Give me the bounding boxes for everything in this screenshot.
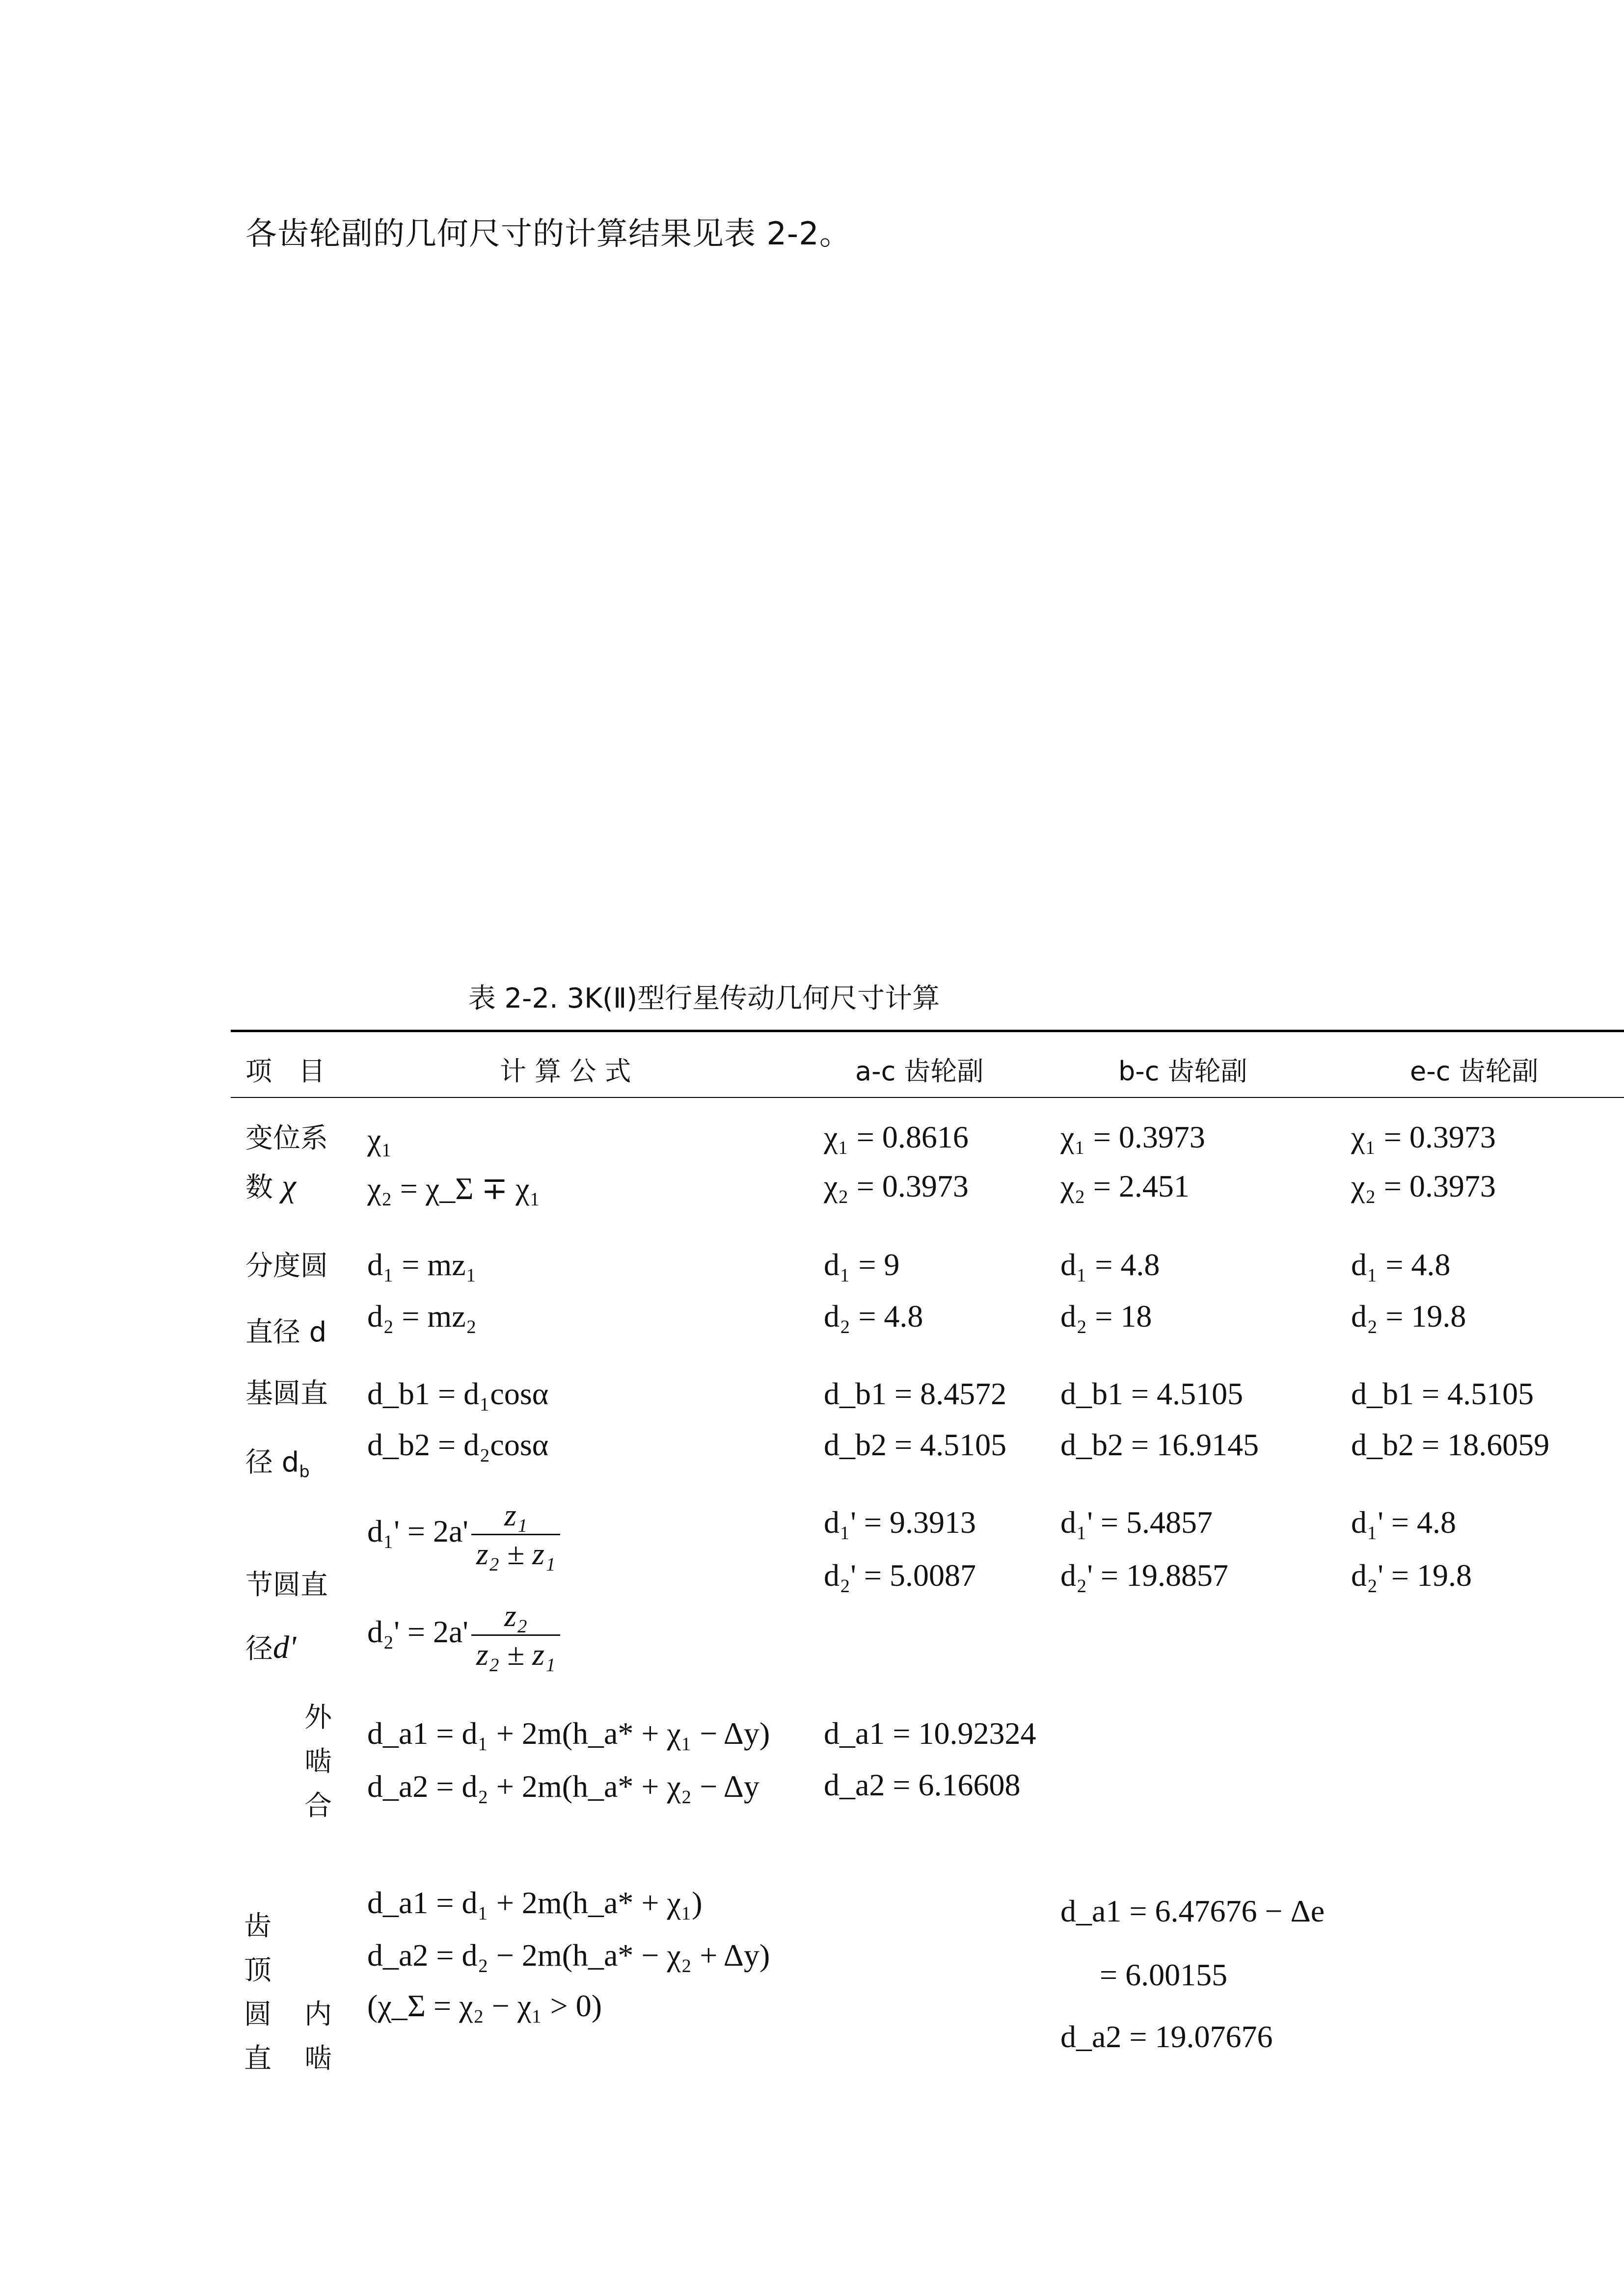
- row-base-label1: 基圆直: [245, 1378, 328, 1410]
- pitch-ac-2: d₂ = 4.8: [824, 1299, 923, 1334]
- row-base-label2: 径 $d_b$: [245, 1446, 310, 1481]
- row-pitch-label1: 分度圆: [245, 1250, 328, 1282]
- tip-int-bc-2: = 6.00155: [1100, 1957, 1228, 1992]
- operating-ec-1: d₁' = 4.8: [1351, 1505, 1456, 1540]
- header-bc: b-c 齿轮副: [1118, 1056, 1247, 1087]
- pitch-ac-1: d₁ = 9: [824, 1247, 900, 1282]
- table-header-rule: [231, 1097, 1624, 1098]
- pitch-formula-2: d₂ = mz₂: [367, 1299, 477, 1334]
- tip-ext-ac-1: d_a1 = 10.92324: [824, 1716, 1036, 1751]
- tip-int-formula-1: d_a1 = d₁ + 2m(h_a* + χ₁): [367, 1885, 703, 1920]
- base-ec-1: d_b1 = 4.5105: [1351, 1376, 1534, 1411]
- intro-paragraph: 各齿轮副的几何尺寸的计算结果见表 2-2。: [245, 216, 851, 252]
- pitch-bc-2: d₂ = 18: [1060, 1299, 1152, 1334]
- shift-ac-1: χ₁ = 0.8616: [824, 1120, 969, 1154]
- row-operating-label2: 径d': [245, 1629, 297, 1665]
- header-item: 项 目: [245, 1056, 325, 1087]
- base-formula-1: d_b1 = d₁cosα: [367, 1376, 549, 1411]
- shift-ac-2: χ₂ = 0.3973: [824, 1169, 969, 1203]
- row-shift-label1: 变位系: [245, 1122, 328, 1154]
- table-caption: 表 2-2. 3K(Ⅱ)型行星传动几何尺寸计算: [468, 983, 940, 1015]
- operating-ac-2: d₂' = 5.0087: [824, 1558, 976, 1593]
- shift-ec-2: χ₂ = 0.3973: [1351, 1169, 1496, 1203]
- operating-formula-1: d₁' = 2a' $\frac{\text{z₁}}{\text{z₂ ± z₁}}$: [367, 1499, 560, 1570]
- operating-formula-2: d₂' = 2a' $\frac{\text{z₂}}{\text{z₂ ± z₁}}$: [367, 1600, 560, 1670]
- base-ac-2: d_b2 = 4.5105: [824, 1427, 1007, 1462]
- tip-ext-formula-1: d_a1 = d₁ + 2m(h_a* + χ₁ − Δy): [367, 1716, 770, 1751]
- operating-bc-2: d₂' = 19.8857: [1060, 1558, 1228, 1593]
- base-ac-1: d_b1 = 8.4572: [824, 1376, 1007, 1411]
- pitch-formula-1: d₁ = mz₁: [367, 1247, 477, 1282]
- header-formula: 计 算 公 式: [500, 1056, 631, 1087]
- tip-ext-formula-2: d_a2 = d₂ + 2m(h_a* + χ₂ − Δy: [367, 1769, 759, 1804]
- header-ec: e-c 齿轮副: [1410, 1056, 1539, 1087]
- base-bc-2: d_b2 = 16.9145: [1060, 1427, 1259, 1462]
- tip-int-bc-1: d_a1 = 6.47676 − Δe: [1060, 1894, 1325, 1928]
- row-pitch-label2: 直径 d: [245, 1316, 327, 1348]
- header-ac: a-c 齿轮副: [855, 1056, 984, 1087]
- shift-ec-1: χ₁ = 0.3973: [1351, 1120, 1496, 1154]
- operating-ac-1: d₁' = 9.3913: [824, 1505, 976, 1540]
- row-shift-label2: 数 χ: [245, 1168, 296, 1204]
- base-bc-1: d_b1 = 4.5105: [1060, 1376, 1244, 1411]
- shift-formula-1: χ₁: [367, 1122, 392, 1157]
- tip-int-formula-3: (χ_Σ = χ₂ − χ₁ > 0): [367, 1988, 602, 2023]
- table-top-rule: [231, 1030, 1624, 1032]
- tip-outer-label: 齿 顶 圆 直: [244, 1910, 271, 2075]
- shift-bc-1: χ₁ = 0.3973: [1060, 1120, 1205, 1154]
- row-operating-label1: 节圆直: [245, 1569, 328, 1601]
- shift-bc-2: χ₂ = 2.451: [1060, 1169, 1190, 1203]
- base-formula-2: d_b2 = d₂cosα: [367, 1427, 549, 1462]
- tip-int-formula-2: d_a2 = d₂ − 2m(h_a* − χ₂ + Δy): [367, 1938, 770, 1973]
- tip-ext-label: 外 啮 合: [304, 1702, 332, 1822]
- pitch-ec-2: d₂ = 19.8: [1351, 1299, 1466, 1334]
- tip-ext-ac-2: d_a2 = 6.16608: [824, 1767, 1021, 1802]
- pitch-ec-1: d₁ = 4.8: [1351, 1247, 1451, 1282]
- pitch-bc-1: d₁ = 4.8: [1060, 1247, 1160, 1282]
- shift-formula-2: χ₂ = χ_Σ ∓ χ₁: [367, 1171, 541, 1206]
- base-ec-2: d_b2 = 18.6059: [1351, 1427, 1550, 1462]
- operating-ec-2: d₂' = 19.8: [1351, 1558, 1472, 1593]
- tip-int-bc-3: d_a2 = 19.07676: [1060, 2019, 1273, 2054]
- tip-int-label: 内 啮: [304, 1999, 332, 2075]
- operating-bc-1: d₁' = 5.4857: [1060, 1505, 1213, 1540]
